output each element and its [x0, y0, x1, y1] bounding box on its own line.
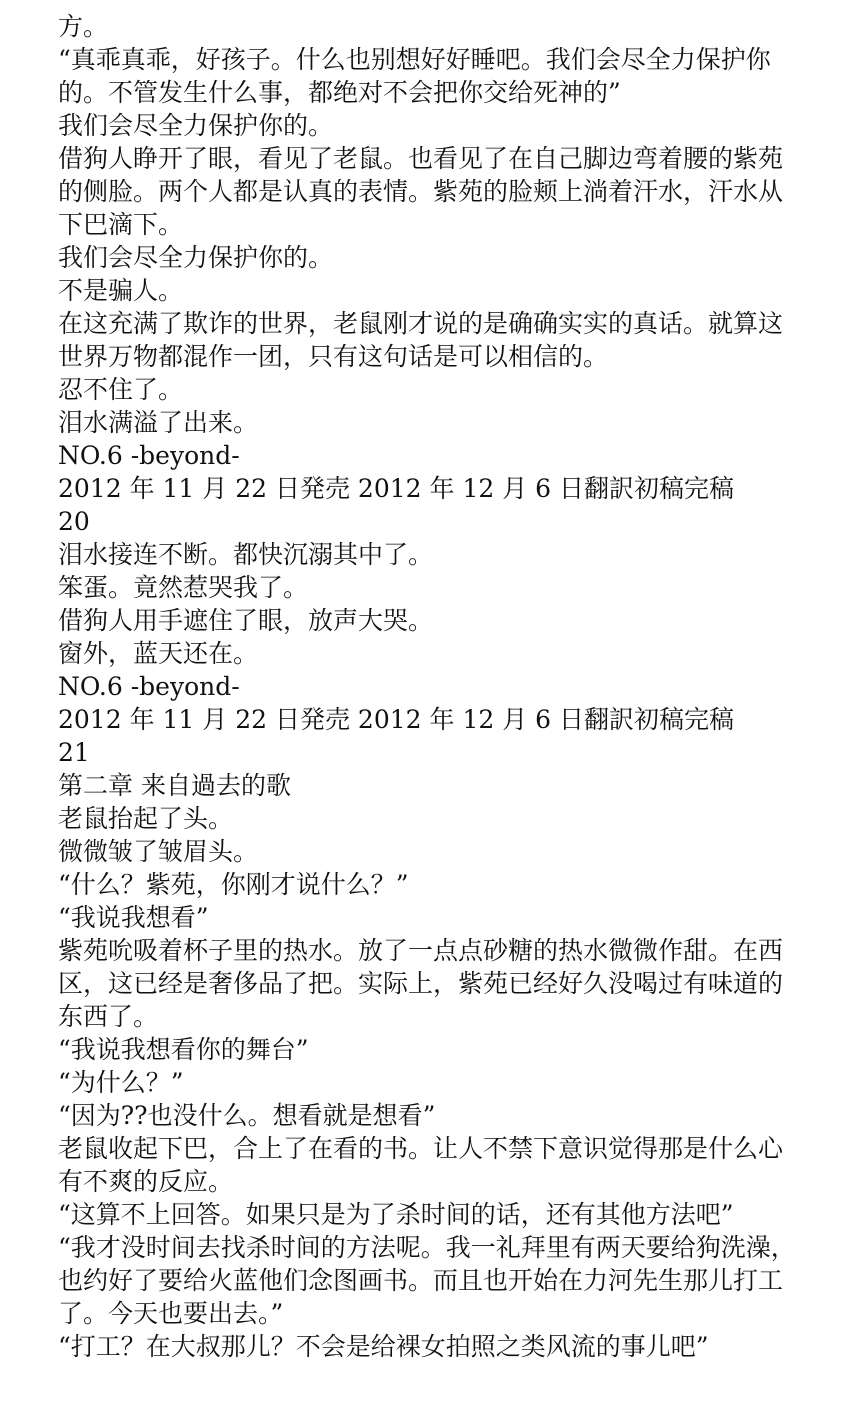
text-line: 我们会尽全力保护你的。 — [58, 243, 334, 272]
header-date: 2012 年 11 月 22 日発売 2012 年 12 月 6 日翻訳初稿完稿 — [58, 705, 735, 734]
text-line: “真乖真乖，好孩子。什么也别想好好睡吧。我们会尽全力保护你的。不管发生什么事，都绝对不会把你交给死神的” — [58, 45, 771, 107]
text-line: 微微皱了皱眉头。 — [58, 837, 259, 866]
text-line: 在这充满了欺诈的世界，老鼠刚才说的是确确实实的真话。就算这世界万物都混作一团，只有这句话是可以相信的。 — [58, 309, 784, 371]
chapter-title: 第二章 来自過去的歌 — [58, 771, 291, 800]
text-line: 不是骗人。 — [58, 276, 184, 305]
text-line: 窗外，蓝天还在。 — [58, 639, 259, 668]
page-number: 21 — [58, 738, 90, 767]
text-line: 我们会尽全力保护你的。 — [58, 111, 334, 140]
text-line: “我说我想看” — [58, 903, 209, 932]
header-title: NO.6 -beyond- — [58, 672, 240, 701]
text-line: “我说我想看你的舞台” — [58, 1035, 309, 1064]
text-line: 借狗人用手遮住了眼，放声大哭。 — [58, 606, 434, 635]
text-line: 笨蛋。竟然惹哭我了。 — [58, 573, 309, 602]
header-title: NO.6 -beyond- — [58, 441, 240, 470]
text-line: “打工？在大叔那儿？不会是给裸女拍照之类风流的事儿吧” — [58, 1332, 709, 1361]
text-line: “为什么？” — [58, 1068, 184, 1097]
text-line: “我才没时间去找杀时间的方法呢。我一礼拜里有两天要给狗洗澡，也约好了要给火蓝他们念图画书。而且也开始在力河先生那儿打工了。今天也要出去。” — [58, 1233, 796, 1328]
text-line: “因为??也没什么。想看就是想看” — [58, 1101, 436, 1130]
text-line: 方。 — [58, 12, 109, 41]
text-line: 泪水满溢了出来。 — [58, 408, 259, 437]
document-page — [58, 10, 798, 1363]
text-line: 紫苑吮吸着杯子里的热水。放了一点点砂糖的热水微微作甜。在西区，这已经是奢侈品了把。实际上，紫苑已经好久没喝过有味道的东西了。 — [58, 936, 784, 1031]
text-line: 忍不住了。 — [58, 375, 184, 404]
text-line: 借狗人睁开了眼，看见了老鼠。也看见了在自己脚边弯着腰的紫苑的侧脸。两个人都是认真的表情。紫苑的脸颊上淌着汗水，汗水从下巴滴下。 — [58, 144, 784, 239]
text-line: 泪水接连不断。都快沉溺其中了。 — [58, 540, 434, 569]
text-line: “什么？紫苑，你刚才说什么？” — [58, 870, 409, 899]
text-line: “这算不上回答。如果只是为了杀时间的话，还有其他方法吧” — [58, 1200, 734, 1229]
header-date: 2012 年 11 月 22 日発売 2012 年 12 月 6 日翻訳初稿完稿 — [58, 474, 735, 503]
text-line: 老鼠收起下巴，合上了在看的书。让人不禁下意识觉得那是什么心有不爽的反应。 — [58, 1134, 784, 1196]
text-line: 老鼠抬起了头。 — [58, 804, 234, 833]
page-number: 20 — [58, 507, 90, 536]
